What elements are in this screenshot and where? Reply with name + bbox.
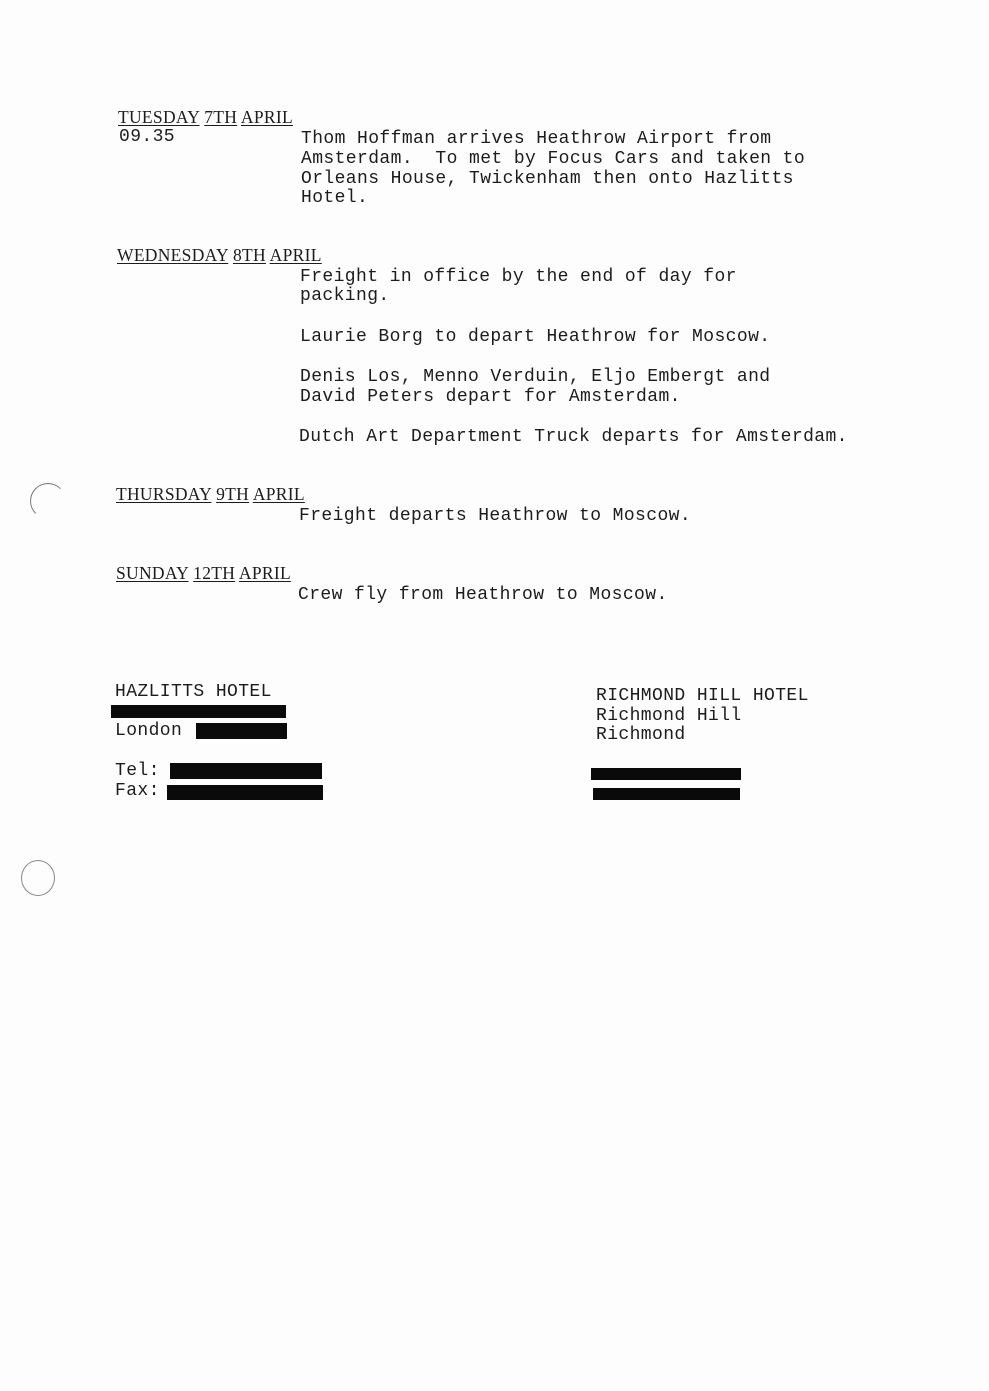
hotel-address-line: Richmond Hill bbox=[596, 706, 742, 726]
tel-label: Tel: bbox=[115, 761, 160, 781]
heading-day: SUNDAY bbox=[116, 563, 189, 583]
hotel-city: London bbox=[115, 721, 183, 741]
heading-month: APRIL bbox=[269, 245, 322, 265]
hotel-name-hazlitts: HAZLITTS HOTEL bbox=[115, 682, 272, 702]
entry-line: Laurie Borg to depart Heathrow for Moscow. bbox=[300, 327, 771, 347]
redaction-bar bbox=[111, 705, 286, 718]
entry-line: Denis Los, Menno Verduin, Eljo Embergt and bbox=[300, 367, 771, 387]
entry-line: David Peters depart for Amsterdam. bbox=[300, 387, 681, 407]
entry-line: Orleans House, Twickenham then onto Hazlitts bbox=[301, 169, 794, 189]
heading-day: WEDNESDAY bbox=[117, 245, 229, 265]
redaction-bar bbox=[593, 788, 740, 800]
heading-month: APRIL bbox=[238, 563, 291, 583]
heading-date: 12TH bbox=[193, 563, 236, 583]
entry-line: Dutch Art Department Truck departs for Amsterdam. bbox=[299, 427, 848, 447]
entry-line: Freight in office by the end of day for bbox=[300, 267, 737, 287]
punch-hole-mark bbox=[30, 483, 66, 519]
entry-line: Amsterdam. To met by Focus Cars and taken to bbox=[301, 149, 806, 169]
entry-line: Hotel. bbox=[301, 188, 369, 208]
heading-date: 9TH bbox=[216, 484, 250, 504]
heading-month: APRIL bbox=[252, 484, 305, 504]
time-entry: 09.35 bbox=[119, 127, 176, 147]
redaction-bar bbox=[170, 763, 322, 779]
entry-line: packing. bbox=[300, 286, 390, 306]
redaction-bar bbox=[196, 723, 287, 739]
entry-line: Crew fly from Heathrow to Moscow. bbox=[298, 585, 668, 605]
heading-tuesday bbox=[118, 107, 293, 127]
redaction-bar bbox=[591, 768, 741, 780]
heading-wednesday bbox=[117, 245, 322, 265]
fax-label: Fax: bbox=[115, 781, 160, 801]
punch-hole-mark bbox=[21, 860, 55, 896]
heading-date: 7TH bbox=[204, 107, 238, 127]
entry-line: Thom Hoffman arrives Heathrow Airport from bbox=[301, 129, 772, 149]
heading-day: THURSDAY bbox=[116, 484, 212, 504]
heading-sunday bbox=[116, 563, 291, 583]
entry-line: Freight departs Heathrow to Moscow. bbox=[299, 506, 692, 526]
hotel-name-richmond: RICHMOND HILL HOTEL bbox=[596, 686, 809, 706]
heading-date: 8TH bbox=[232, 245, 266, 265]
hotel-address-line: Richmond bbox=[596, 725, 686, 745]
heading-month: APRIL bbox=[240, 107, 293, 127]
heading-thursday bbox=[116, 484, 305, 504]
heading-day: TUESDAY bbox=[118, 107, 200, 127]
redaction-bar bbox=[167, 785, 323, 800]
